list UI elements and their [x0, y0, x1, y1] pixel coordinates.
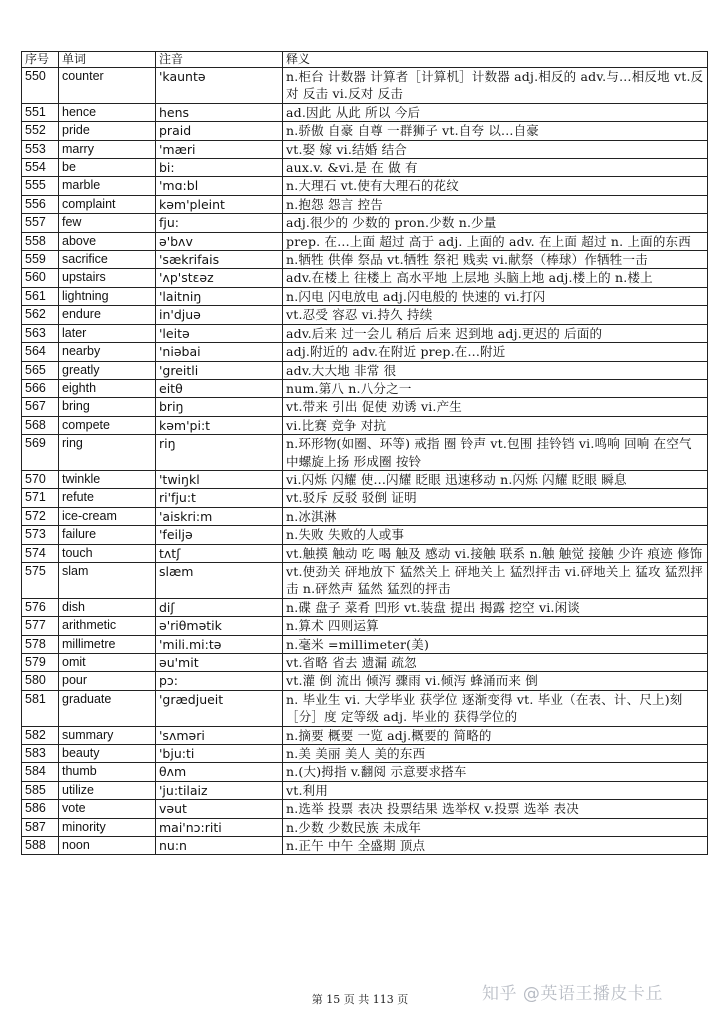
row-word: complaint	[59, 195, 156, 213]
row-number: 568	[22, 416, 59, 434]
row-word: beauty	[59, 745, 156, 763]
row-phonetic: kəm'pleint	[156, 195, 283, 213]
table-row	[22, 103, 708, 121]
table-row	[22, 818, 708, 836]
row-phonetic: 'laitniŋ	[156, 287, 283, 305]
row-word: marble	[59, 177, 156, 195]
row-word: arithmetic	[59, 617, 156, 635]
row-definition: vt.触摸 触动 吃 喝 触及 感动 vi.接触 联系 n.触 触觉 接触 少许 痕迹 修饰	[283, 544, 708, 562]
row-phonetic: 'mili.mi:tə	[156, 635, 283, 653]
row-number: 566	[22, 379, 59, 397]
row-number: 581	[22, 690, 59, 726]
row-phonetic: 'aiskri:m	[156, 507, 283, 525]
row-word: later	[59, 324, 156, 342]
row-number: 576	[22, 598, 59, 616]
table-row	[22, 635, 708, 653]
row-phonetic: slæm	[156, 562, 283, 598]
row-number: 553	[22, 140, 59, 158]
row-word: graduate	[59, 690, 156, 726]
table-row	[22, 763, 708, 781]
row-number: 587	[22, 818, 59, 836]
table-row	[22, 745, 708, 763]
row-word: ring	[59, 435, 156, 471]
row-phonetic: 'grædjueit	[156, 690, 283, 726]
row-number: 554	[22, 159, 59, 177]
row-number: 572	[22, 507, 59, 525]
table-row	[22, 195, 708, 213]
row-definition: n.环形物(如圈、环等) 戒指 圈 铃声 vt.包围 挂铃铛 vi.鸣响 回响 在空气中螺旋上扬 形成圈 按铃	[283, 435, 708, 471]
row-phonetic: bi:	[156, 159, 283, 177]
row-word: be	[59, 159, 156, 177]
row-definition: n.美 美丽 美人 美的东西	[283, 745, 708, 763]
row-word: pour	[59, 672, 156, 690]
row-number: 559	[22, 251, 59, 269]
table-row	[22, 343, 708, 361]
row-number: 555	[22, 177, 59, 195]
header-word: 单词	[59, 52, 156, 68]
row-definition: n.闪电 闪电放电 adj.闪电般的 快速的 vi.打闪	[283, 287, 708, 305]
row-definition: vt.娶 嫁 vi.结婚 结合	[283, 140, 708, 158]
row-phonetic: fju:	[156, 214, 283, 232]
row-phonetic: 'greitli	[156, 361, 283, 379]
table-row	[22, 287, 708, 305]
row-definition: n.选举 投票 表决 投票结果 选举权 v.投票 选举 表决	[283, 800, 708, 818]
row-number: 560	[22, 269, 59, 287]
row-word: endure	[59, 306, 156, 324]
row-word: pride	[59, 122, 156, 140]
row-number: 569	[22, 435, 59, 471]
row-word: minority	[59, 818, 156, 836]
row-number: 557	[22, 214, 59, 232]
row-definition: n.冰淇淋	[283, 507, 708, 525]
row-phonetic: in'djuə	[156, 306, 283, 324]
row-word: dish	[59, 598, 156, 616]
row-number: 550	[22, 68, 59, 104]
table-row	[22, 177, 708, 195]
row-number: 578	[22, 635, 59, 653]
row-definition: adv.在楼上 往楼上 高水平地 上层地 头脑上地 adj.楼上的 n.楼上	[283, 269, 708, 287]
table-row	[22, 122, 708, 140]
row-number: 575	[22, 562, 59, 598]
table-row	[22, 598, 708, 616]
row-definition: n.柜台 计数器 计算者［计算机］计数器 adj.相反的 adv.与…相反地 vt.反对 反击 vi.反对 反击	[283, 68, 708, 104]
table-row	[22, 800, 708, 818]
row-phonetic: 'sʌməri	[156, 726, 283, 744]
row-definition: n.碟 盘子 菜肴 凹形 vt.装盘 提出 揭露 挖空 vi.闲谈	[283, 598, 708, 616]
row-definition: n.大理石 vt.使有大理石的花纹	[283, 177, 708, 195]
row-definition: vt.灌 倒 流出 倾泻 骤雨 vi.倾泻 蜂涌而来 倒	[283, 672, 708, 690]
table-row	[22, 435, 708, 471]
row-number: 570	[22, 470, 59, 488]
table-row	[22, 672, 708, 690]
row-phonetic: 'ju:tilaiz	[156, 781, 283, 799]
vocabulary-table	[21, 51, 708, 855]
table-row	[22, 837, 708, 855]
watermark: 知乎 @英语王播皮卡丘	[482, 984, 663, 1004]
table-row	[22, 544, 708, 562]
row-phonetic: vəut	[156, 800, 283, 818]
row-phonetic: tʌtʃ	[156, 544, 283, 562]
row-word: noon	[59, 837, 156, 855]
row-definition: vt.使劲关 砰地放下 猛然关上 砰地关上 猛烈抨击 vi.砰地关上 猛攻 猛烈抨击 n.砰然声 猛然 猛烈的抨击	[283, 562, 708, 598]
row-phonetic: ə'riθmətik	[156, 617, 283, 635]
row-word: nearby	[59, 343, 156, 361]
table-header-row	[22, 52, 708, 68]
row-number: 577	[22, 617, 59, 635]
row-definition: n.算术 四则运算	[283, 617, 708, 635]
row-number: 561	[22, 287, 59, 305]
table-row	[22, 726, 708, 744]
table-row	[22, 507, 708, 525]
row-phonetic: eitθ	[156, 379, 283, 397]
table-row	[22, 140, 708, 158]
row-definition: n.抱怨 怨言 控告	[283, 195, 708, 213]
table-row	[22, 159, 708, 177]
row-phonetic: kəm'pi:t	[156, 416, 283, 434]
table-row	[22, 416, 708, 434]
table-row	[22, 306, 708, 324]
row-definition: adv.大大地 非常 很	[283, 361, 708, 379]
row-phonetic: diʃ	[156, 598, 283, 616]
row-definition: vt.忍受 容忍 vi.持久 持续	[283, 306, 708, 324]
row-definition: ad.因此 从此 所以 今后	[283, 103, 708, 121]
row-number: 584	[22, 763, 59, 781]
row-definition: n.骄傲 自豪 自尊 一群狮子 vt.自夸 以...自豪	[283, 122, 708, 140]
table-row	[22, 562, 708, 598]
row-phonetic: ə'bʌv	[156, 232, 283, 250]
table-row	[22, 379, 708, 397]
row-definition: vi.比赛 竞争 对抗	[283, 416, 708, 434]
header-definition: 释义	[283, 52, 708, 68]
row-phonetic: 'twiŋkl	[156, 470, 283, 488]
row-phonetic: 'bju:ti	[156, 745, 283, 763]
row-word: touch	[59, 544, 156, 562]
row-definition: vt.省略 省去 遗漏 疏忽	[283, 654, 708, 672]
header-no: 序号	[22, 52, 59, 68]
table-row	[22, 526, 708, 544]
row-phonetic: pɔ:	[156, 672, 283, 690]
row-phonetic: riŋ	[156, 435, 283, 471]
row-phonetic: ri'fju:t	[156, 489, 283, 507]
row-number: 588	[22, 837, 59, 855]
row-definition: vt.带来 引出 促使 劝诱 vi.产生	[283, 398, 708, 416]
row-number: 573	[22, 526, 59, 544]
row-phonetic: nu:n	[156, 837, 283, 855]
row-word: utilize	[59, 781, 156, 799]
row-number: 551	[22, 103, 59, 121]
table-row	[22, 214, 708, 232]
row-definition: vt.驳斥 反驳 驳倒 证明	[283, 489, 708, 507]
header-phonetic: 注音	[156, 52, 283, 68]
row-definition: adj.附近的 adv.在附近 prep.在...附近	[283, 343, 708, 361]
row-word: hence	[59, 103, 156, 121]
table-row	[22, 68, 708, 104]
row-definition: n.(大)拇指 v.翻阅 示意要求搭车	[283, 763, 708, 781]
row-phonetic: θʌm	[156, 763, 283, 781]
row-number: 586	[22, 800, 59, 818]
row-phonetic: 'feiljə	[156, 526, 283, 544]
row-definition: aux.v. &vi.是 在 做 有	[283, 159, 708, 177]
row-word: few	[59, 214, 156, 232]
row-phonetic: 'mæri	[156, 140, 283, 158]
table-row	[22, 617, 708, 635]
row-phonetic: briŋ	[156, 398, 283, 416]
row-word: compete	[59, 416, 156, 434]
vocabulary-page	[21, 51, 707, 855]
row-definition: n.牺牲 供俸 祭品 vt.牺牲 祭祀 贱卖 vi.献祭（棒球）作牺牲一击	[283, 251, 708, 269]
row-word: above	[59, 232, 156, 250]
row-phonetic: əu'mit	[156, 654, 283, 672]
table-row	[22, 690, 708, 726]
row-phonetic: 'leitə	[156, 324, 283, 342]
row-definition: n.摘要 概要 一览 adj.概要的 简略的	[283, 726, 708, 744]
row-number: 552	[22, 122, 59, 140]
row-number: 556	[22, 195, 59, 213]
table-row	[22, 654, 708, 672]
row-phonetic: 'kauntə	[156, 68, 283, 104]
row-number: 567	[22, 398, 59, 416]
row-definition: n.失败 失败的人或事	[283, 526, 708, 544]
row-word: millimetre	[59, 635, 156, 653]
row-word: twinkle	[59, 470, 156, 488]
row-word: greatly	[59, 361, 156, 379]
row-definition: prep. 在...上面 超过 高于 adj. 上面的 adv. 在上面 超过 n. 上面的东西	[283, 232, 708, 250]
row-word: upstairs	[59, 269, 156, 287]
row-number: 565	[22, 361, 59, 379]
row-word: eighth	[59, 379, 156, 397]
row-number: 580	[22, 672, 59, 690]
row-word: omit	[59, 654, 156, 672]
row-phonetic: 'ʌp'stɛəz	[156, 269, 283, 287]
table-row	[22, 489, 708, 507]
row-word: counter	[59, 68, 156, 104]
row-number: 585	[22, 781, 59, 799]
row-word: ice-cream	[59, 507, 156, 525]
table-row	[22, 398, 708, 416]
row-word: vote	[59, 800, 156, 818]
row-phonetic: mai'nɔ:riti	[156, 818, 283, 836]
row-definition: n.少数 少数民族 未成年	[283, 818, 708, 836]
table-row	[22, 324, 708, 342]
table-row	[22, 232, 708, 250]
row-definition: vi.闪烁 闪耀 使...闪耀 眨眼 迅速移动 n.闪烁 闪耀 眨眼 瞬息	[283, 470, 708, 488]
row-definition: n. 毕业生 vi. 大学毕业 获学位 逐渐变得 vt. 毕业（在表、计、尺上)刻［分］度 定等级 adj. 毕业的 获得学位的	[283, 690, 708, 726]
row-definition: num.第八 n.八分之一	[283, 379, 708, 397]
row-phonetic: 'niəbai	[156, 343, 283, 361]
table-row	[22, 361, 708, 379]
page-number: 第 15 页 共 113 页	[311, 993, 409, 1006]
row-phonetic: praid	[156, 122, 283, 140]
row-word: thumb	[59, 763, 156, 781]
table-row	[22, 470, 708, 488]
row-number: 582	[22, 726, 59, 744]
row-number: 571	[22, 489, 59, 507]
row-number: 564	[22, 343, 59, 361]
row-number: 583	[22, 745, 59, 763]
row-word: slam	[59, 562, 156, 598]
row-definition: adj.很少的 少数的 pron.少数 n.少量	[283, 214, 708, 232]
row-definition: n.毫米 =millimeter(美)	[283, 635, 708, 653]
row-word: bring	[59, 398, 156, 416]
row-phonetic: 'sækrifais	[156, 251, 283, 269]
row-number: 558	[22, 232, 59, 250]
table-row	[22, 251, 708, 269]
row-word: failure	[59, 526, 156, 544]
table-row	[22, 781, 708, 799]
row-word: refute	[59, 489, 156, 507]
row-phonetic: hens	[156, 103, 283, 121]
row-phonetic: 'mɑ:bl	[156, 177, 283, 195]
row-definition: vt.利用	[283, 781, 708, 799]
table-row	[22, 269, 708, 287]
row-definition: adv.后来 过一会儿 稍后 后来 迟到地 adj.更迟的 后面的	[283, 324, 708, 342]
row-number: 574	[22, 544, 59, 562]
row-word: lightning	[59, 287, 156, 305]
row-number: 562	[22, 306, 59, 324]
row-number: 563	[22, 324, 59, 342]
row-definition: n.正午 中午 全盛期 顶点	[283, 837, 708, 855]
row-word: summary	[59, 726, 156, 744]
row-word: marry	[59, 140, 156, 158]
row-word: sacrifice	[59, 251, 156, 269]
row-number: 579	[22, 654, 59, 672]
